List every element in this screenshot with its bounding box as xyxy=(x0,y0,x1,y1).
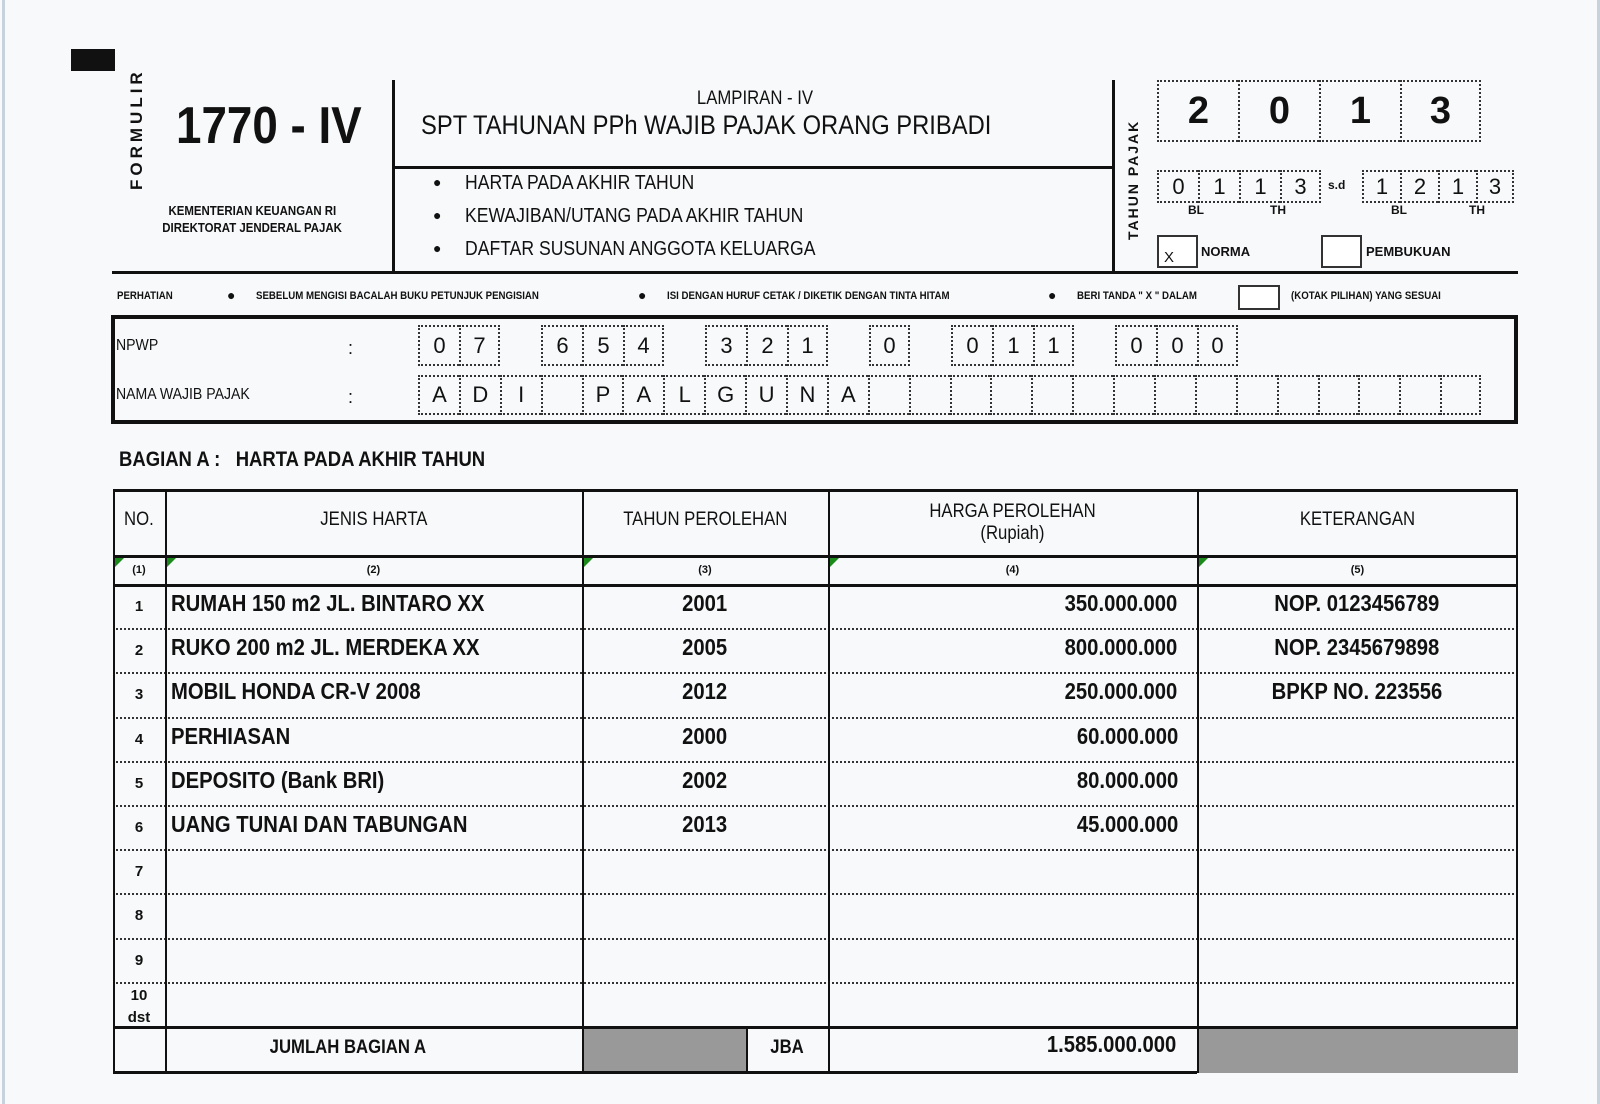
name-char xyxy=(1031,375,1072,415)
name-char: U xyxy=(745,375,786,415)
agency-name: KEMENTERIAN KEUANGAN RI DIREKTORAT JENDERAL PAJAK xyxy=(162,203,342,235)
table-row xyxy=(113,939,1518,983)
name-char: L xyxy=(663,375,704,415)
column-header-text: NO. xyxy=(124,509,154,530)
tahun-text: 2013 xyxy=(682,811,728,837)
th-label: TH xyxy=(1469,203,1485,217)
bullet-text: KEWAJIBAN/UTANG PADA AKHIR TAHUN xyxy=(465,205,804,227)
column-header-sub-text: (Rupiah) xyxy=(980,523,1045,544)
nama-label: NAMA WAJIB PAJAK xyxy=(116,386,250,403)
keterangan xyxy=(1197,767,1516,794)
name-char xyxy=(1277,375,1318,415)
column-number: (3) xyxy=(698,564,712,576)
period-to-boxes xyxy=(1362,170,1514,203)
total-label xyxy=(113,1037,582,1059)
total-value-text: 1.585.000.000 xyxy=(1046,1031,1177,1057)
tahun-perolehan xyxy=(582,723,828,750)
bullet-icon: ● xyxy=(433,240,442,256)
bullet-item xyxy=(465,205,850,228)
keterangan xyxy=(1197,988,1516,1015)
column-header-sub xyxy=(828,523,1197,545)
left-edge xyxy=(2,0,5,1104)
npwp-group[interactable] xyxy=(418,325,500,366)
bullet-icon: ● xyxy=(1048,287,1057,303)
tahun-perolehan xyxy=(582,899,828,926)
table-row xyxy=(113,850,1518,894)
column-header xyxy=(828,501,1197,545)
name-char xyxy=(1113,375,1154,415)
harga-perolehan xyxy=(828,811,1185,838)
section-title: BAGIAN A : HARTA PADA AKHIR TAHUN xyxy=(119,448,486,471)
row-number: 6 xyxy=(134,819,144,836)
jenis-text: DEPOSITO (Bank BRI) xyxy=(171,766,385,793)
jenis-harta xyxy=(171,678,455,705)
period-digit: 2 xyxy=(1400,170,1438,203)
column-marker xyxy=(115,558,124,567)
column-number: (5) xyxy=(1350,564,1365,576)
name-char xyxy=(1072,375,1113,415)
bullet-icon: ● xyxy=(638,287,647,303)
jenis-harta xyxy=(171,767,413,794)
column-header xyxy=(582,509,828,531)
bullet-item xyxy=(465,172,725,195)
sd-label: s.d xyxy=(1328,178,1346,192)
npwp-group[interactable] xyxy=(951,325,1074,366)
tahun-perolehan xyxy=(582,634,828,661)
column-number: (1) xyxy=(132,564,146,576)
column-number: (2) xyxy=(366,564,381,576)
year-digit: 2 xyxy=(1157,80,1238,142)
npwp-digit: 7 xyxy=(459,325,500,366)
column-header-text: TAHUN PEROLEHAN xyxy=(622,509,788,530)
harga-perolehan xyxy=(828,767,1185,794)
jenis-text: RUMAH 150 m2 JL. BINTARO XX xyxy=(171,590,485,616)
keterangan-text: BPKP NO. 223556 xyxy=(1271,678,1442,705)
jenis-harta xyxy=(171,634,522,661)
npwp-digit: 0 xyxy=(418,325,459,366)
name-char xyxy=(1154,375,1195,415)
row-number: 8 xyxy=(134,907,144,925)
name-char: A xyxy=(622,375,663,415)
year-digit: 1 xyxy=(1319,80,1400,142)
period-digit: 1 xyxy=(1198,170,1239,203)
name-char: A xyxy=(827,375,868,415)
divider xyxy=(112,271,1518,274)
total-code-text: JBA xyxy=(770,1037,804,1058)
norma-checkbox[interactable]: X xyxy=(1157,235,1198,268)
colon: : xyxy=(348,338,354,358)
table-row xyxy=(113,718,1518,762)
harga-perolehan xyxy=(828,855,1185,882)
shaded-cell xyxy=(584,1029,746,1071)
perhatian-item: ISI DENGAN HURUF CETAK / DIKETIK DENGAN TINTA HITAM xyxy=(667,290,950,302)
form-title: SPT TAHUNAN PPh WAJIB PAJAK ORANG PRIBADI xyxy=(421,110,992,140)
bullet-text: DAFTAR SUSUNAN ANGGOTA KELUARGA xyxy=(465,238,816,260)
row-number: 9 xyxy=(134,951,144,969)
perhatian-label: PERHATIAN xyxy=(117,290,173,302)
name-char xyxy=(950,375,991,415)
name-char: I xyxy=(500,375,541,415)
npwp-digit: 0 xyxy=(1197,325,1238,366)
year-digit: 0 xyxy=(1238,80,1319,142)
npwp-digit: 0 xyxy=(1115,325,1156,366)
table-row xyxy=(113,806,1518,850)
keterangan xyxy=(1197,811,1516,838)
npwp-group[interactable] xyxy=(1115,325,1238,366)
table-row xyxy=(113,983,1518,1027)
column-header-text: KETERANGAN xyxy=(1299,509,1416,530)
period-digit: 3 xyxy=(1280,170,1321,203)
tahun-perolehan xyxy=(582,944,828,971)
tahun-perolehan xyxy=(582,855,828,882)
npwp-label: NPWP xyxy=(116,337,159,354)
harga-text: 60.000.000 xyxy=(1076,722,1179,749)
tahun-text: 2001 xyxy=(682,590,728,616)
pembukuan-checkbox[interactable] xyxy=(1321,235,1362,268)
name-char xyxy=(1236,375,1277,415)
period-digit: 0 xyxy=(1157,170,1198,203)
name-char xyxy=(1195,375,1236,415)
perhatian-item: BERI TANDA " X " DALAM xyxy=(1077,290,1197,302)
column-header xyxy=(165,509,582,531)
jenis-text: UANG TUNAI DAN TABUNGAN xyxy=(171,811,468,837)
npwp-group[interactable] xyxy=(869,325,910,366)
keterangan xyxy=(1197,899,1516,926)
keterangan-text: NOP. 0123456789 xyxy=(1273,590,1440,616)
harga-text: 250.000.000 xyxy=(1064,678,1178,705)
form-number: 1770 - IV xyxy=(176,97,362,155)
column-header xyxy=(1197,509,1518,531)
perhatian-item: (KOTAK PILIHAN) YANG SESUAI xyxy=(1291,290,1441,302)
tax-year-boxes xyxy=(1157,80,1481,142)
npwp-digit: 0 xyxy=(869,325,910,366)
bl-label: BL xyxy=(1188,203,1204,217)
example-checkbox xyxy=(1238,285,1280,310)
name-char xyxy=(868,375,909,415)
npwp-digit: 2 xyxy=(746,325,787,366)
total-value xyxy=(828,1031,1185,1058)
name-char xyxy=(1399,375,1440,415)
nama-field[interactable] xyxy=(418,375,1481,415)
corner-marker xyxy=(71,49,115,71)
row-number: 7 xyxy=(134,863,144,881)
row-number: 4 xyxy=(134,730,144,748)
perhatian-item: SEBELUM MENGISI BACALAH BUKU PETUNJUK PENGISIAN xyxy=(256,290,539,302)
harga-text: 45.000.000 xyxy=(1076,811,1179,837)
harga-perolehan xyxy=(828,590,1185,617)
period-digit: 3 xyxy=(1476,170,1514,203)
jenis-harta xyxy=(171,723,306,750)
norma-label: NORMA xyxy=(1201,244,1251,259)
total-label-text: JUMLAH BAGIAN A xyxy=(269,1037,426,1058)
harta-table xyxy=(113,489,1518,1073)
name-char: N xyxy=(786,375,827,415)
keterangan-text: NOP. 2345679898 xyxy=(1273,634,1440,661)
table-border xyxy=(113,555,1518,558)
npwp-digit: 1 xyxy=(992,325,1033,366)
npwp-group[interactable] xyxy=(705,325,828,366)
table-row xyxy=(113,762,1518,806)
period-from-boxes xyxy=(1157,170,1321,203)
npwp-group[interactable] xyxy=(541,325,664,366)
column-marker xyxy=(830,558,839,567)
period-digit: 1 xyxy=(1239,170,1280,203)
npwp-digit: 0 xyxy=(1156,325,1197,366)
bullet-icon: ● xyxy=(433,207,442,223)
tahun-perolehan xyxy=(582,811,828,838)
bullet-text: HARTA PADA AKHIR TAHUN xyxy=(465,172,695,194)
harga-perolehan xyxy=(828,723,1185,750)
row-number: 5 xyxy=(134,774,144,792)
pembukuan-label: PEMBUKUAN xyxy=(1366,244,1451,259)
jenis-text: RUKO 200 m2 JL. MERDEKA XX xyxy=(171,634,480,661)
harga-perolehan xyxy=(828,678,1185,705)
column-marker xyxy=(584,558,593,567)
npwp-digit: 1 xyxy=(787,325,828,366)
row-number: 10 dst xyxy=(127,986,151,1026)
tahun-text: 2005 xyxy=(682,634,728,661)
tahun-perolehan xyxy=(582,590,828,617)
keterangan xyxy=(1197,944,1516,971)
table-row xyxy=(113,673,1518,717)
name-char: D xyxy=(459,375,500,415)
tahun-text: 2002 xyxy=(682,766,728,793)
row-number: 3 xyxy=(134,686,144,704)
column-number: (4) xyxy=(1005,564,1020,576)
name-char xyxy=(541,375,582,415)
total-code xyxy=(746,1037,828,1059)
shaded-cell xyxy=(1199,1029,1518,1073)
table-row xyxy=(113,629,1518,673)
table-row xyxy=(113,894,1518,938)
jenis-text: PERHIASAN xyxy=(171,722,291,749)
name-char: P xyxy=(582,375,623,415)
harga-text: 350.000.000 xyxy=(1064,590,1178,616)
harga-perolehan xyxy=(828,634,1185,661)
year-digit: 3 xyxy=(1400,80,1481,142)
jenis-text: MOBIL HONDA CR-V 2008 xyxy=(171,678,421,705)
th-label: TH xyxy=(1270,203,1286,217)
npwp-digit: 0 xyxy=(951,325,992,366)
jenis-harta xyxy=(171,590,527,617)
tahun-perolehan xyxy=(582,678,828,705)
lampiran-label: LAMPIRAN - IV xyxy=(696,88,814,109)
row-number: 1 xyxy=(134,598,144,615)
tahun-perolehan xyxy=(582,767,828,794)
tahun-perolehan xyxy=(582,988,828,1015)
period-digit: 1 xyxy=(1438,170,1476,203)
keterangan xyxy=(1197,590,1516,617)
row-number: 2 xyxy=(134,642,144,660)
keterangan xyxy=(1197,855,1516,882)
harga-perolehan xyxy=(828,944,1185,971)
name-char xyxy=(1358,375,1399,415)
name-char: G xyxy=(704,375,745,415)
table-border xyxy=(113,1071,1197,1074)
bullet-icon: ● xyxy=(227,287,236,303)
harga-perolehan xyxy=(828,988,1185,1015)
name-char xyxy=(1440,375,1481,415)
period-digit: 1 xyxy=(1362,170,1400,203)
column-header-text: JENIS HARTA xyxy=(319,509,428,530)
name-char: A xyxy=(418,375,459,415)
column-marker xyxy=(1199,558,1208,567)
name-char xyxy=(909,375,950,415)
name-char xyxy=(990,375,1031,415)
column-header-text: HARGA PEROLEHAN xyxy=(929,501,1096,522)
bullet-icon: ● xyxy=(433,174,442,190)
table-border xyxy=(113,489,1518,492)
npwp-digit: 1 xyxy=(1033,325,1074,366)
npwp-digit: 3 xyxy=(705,325,746,366)
formulir-label: FORMULIR xyxy=(127,68,146,190)
column-marker xyxy=(167,558,176,567)
keterangan xyxy=(1197,678,1516,705)
tahun-pajak-label: TAHUN PAJAK xyxy=(1125,119,1141,240)
colon: : xyxy=(348,387,354,407)
divider xyxy=(393,166,1115,169)
tahun-text: 2012 xyxy=(682,678,728,705)
npwp-digit: 4 xyxy=(623,325,664,366)
npwp-digit: 6 xyxy=(541,325,582,366)
jenis-harta xyxy=(171,811,508,838)
tahun-text: 2000 xyxy=(682,722,728,749)
bl-label: BL xyxy=(1391,203,1407,217)
keterangan xyxy=(1197,723,1516,750)
harga-perolehan xyxy=(828,899,1185,926)
keterangan xyxy=(1197,634,1516,661)
name-char xyxy=(1318,375,1359,415)
bullet-item xyxy=(465,238,863,261)
column-border xyxy=(113,1027,115,1073)
harga-text: 800.000.000 xyxy=(1064,634,1178,661)
harga-text: 80.000.000 xyxy=(1076,766,1179,793)
npwp-digit: 5 xyxy=(582,325,623,366)
table-row xyxy=(113,585,1518,629)
column-header xyxy=(113,509,165,531)
